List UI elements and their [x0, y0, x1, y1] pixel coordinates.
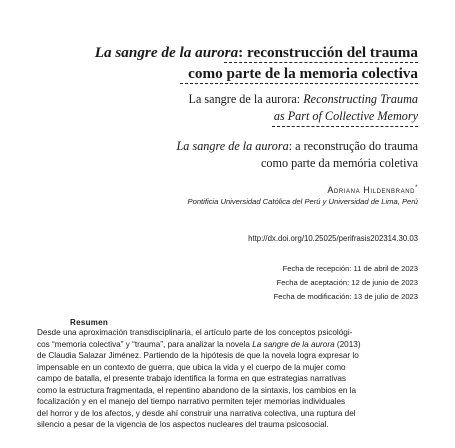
abstract-line: impensable en un contexto de guerra, que ubica la vida y el cuerpo de la mujer como [37, 362, 346, 372]
title-spanish-underline-2 [180, 83, 418, 84]
abstract-line-2-start: cos “memoria colectiva” y “trauma”, para analizar la novela [37, 339, 253, 349]
abstract-line: de Claudia Salazar Jiménez. Partiendo de la hipótesis de que la novela logra expresar lo [37, 351, 359, 360]
title-spanish-italic: La sangre de la aurora [94, 44, 239, 61]
abstract-line: del horror y de los afectos, y desde ahí construir una narrativa colectiva, una ruptura del [37, 408, 356, 418]
title-portuguese-italic: La sangre de la aurora [176, 139, 289, 153]
author-name-text: Adriana Hildenbrand [327, 185, 416, 195]
date-received: Fecha de recepción: 11 de abril de 2023 [282, 264, 418, 273]
abstract-line-2 [37, 339, 417, 351]
publication-dates [274, 262, 418, 304]
abstract-heading: Resumen [70, 318, 109, 327]
title-portuguese-line2: como parte da memória coletiva [260, 156, 418, 170]
title-english-italic-1: Reconstructing Trauma [303, 92, 418, 106]
abstract-novel-title: La sangre de la aurora [252, 339, 335, 349]
title-english [70, 91, 418, 125]
author-footnote-mark[interactable]: * [415, 185, 418, 191]
abstract-line: silencio a pesar de la vigencia de los aspectos nucleares del trauma psicosocial. [37, 420, 329, 429]
abstract-body [37, 327, 417, 431]
title-english-underline [272, 126, 418, 127]
abstract-line: Desde una aproximación transdisciplinaria, el artículo parte de los conceptos psicológi- [37, 328, 353, 337]
title-portuguese-line1-rest: : a reconstrução do trauma [288, 139, 418, 153]
title-spanish-line2: como parte de la memoria colectiva [188, 65, 418, 82]
doi-link[interactable]: http://dx.doi.org/10.25025/perifrasis202314.30.03 [248, 234, 418, 243]
author-name [327, 185, 418, 195]
title-english-plain: La sangre de la aurora: [188, 92, 304, 106]
abstract-line: focalización y en el manejo del tiempo narrativo permiten tejer memorias individuales [37, 397, 346, 406]
abstract-line: como la estructura fragmentada, el repentino abandono de la sintaxis, los cambios en la [37, 385, 357, 395]
abstract-line-2-end: (2013) [334, 339, 361, 349]
title-spanish-underline-1 [224, 62, 418, 63]
date-modified: Fecha de modificación: 13 de julio de 2023 [273, 292, 418, 301]
date-accepted: Fecha de aceptación: 12 de junio de 2023 [276, 278, 418, 287]
title-spanish [40, 42, 418, 84]
title-portuguese [70, 138, 418, 172]
author-affiliation: Pontificia Universidad Católica del Perú y Universidad de Lima, Perú [187, 197, 418, 206]
title-spanish-line1-rest: : reconstrucción del trauma [238, 44, 418, 61]
abstract-line: campo de batalla, el presente trabajo identifica la forma en que estrategias narrativas [37, 374, 347, 383]
title-english-italic-2: as Part of Collective Memory [273, 109, 418, 123]
